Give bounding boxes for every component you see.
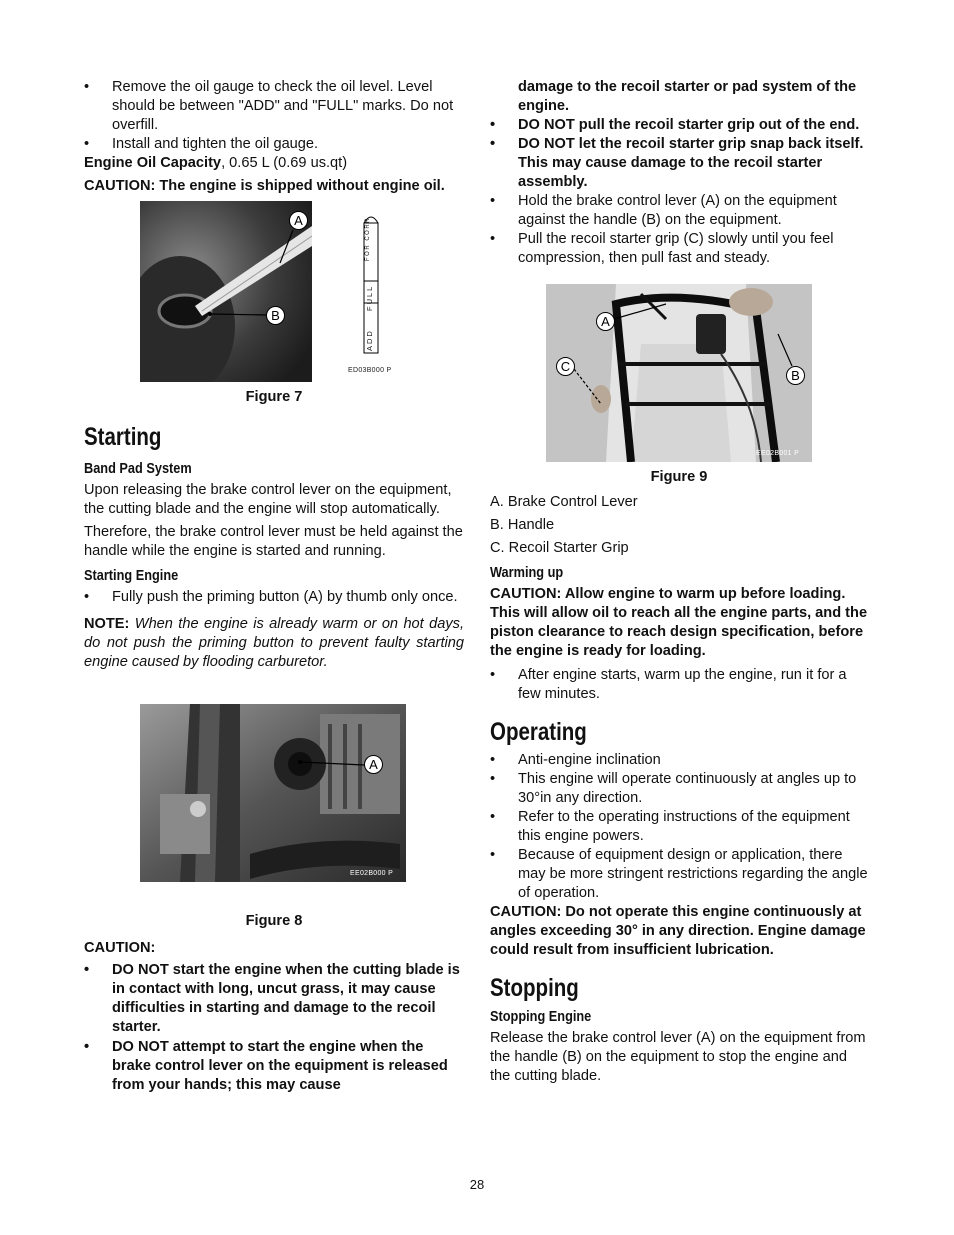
note xyxy=(84,615,464,672)
band-pad-heading: Band Pad System xyxy=(84,460,192,477)
list-item: • DO NOT start the engine when the cutting blade is in contact with long, uncut grass, it may cause difficulties in starting and damage to the recoil starter. xyxy=(84,961,464,1037)
oil-capacity xyxy=(84,154,464,173)
callout-a: A xyxy=(364,755,383,774)
list-item: • DO NOT let the recoil starter grip snap back itself. This may cause damage to the recoil starter assembly. xyxy=(490,135,868,192)
legend-item: B. Handle xyxy=(490,517,555,533)
warming-up-heading: Warming up xyxy=(490,564,564,581)
operating-caution: CAUTION: Do not operate this engine continuously at angles exceeding 30° in any direction. Engine damage could result from insufficient lubrication. xyxy=(490,904,866,958)
oil-capacity-value: , 0.65 L (0.69 us.qt) xyxy=(221,155,348,171)
band-pad-paragraph-2: Therefore, the brake control lever must be held against the handle while the engine is started and running. xyxy=(84,524,463,559)
figure-7 xyxy=(140,201,410,382)
priming-list xyxy=(84,588,464,607)
right-column xyxy=(490,78,868,1086)
list-item: • Remove the oil gauge to check the oil level. Level should be between "ADD" and "FULL" marks. Do not overfill. xyxy=(84,78,464,135)
list-item: • Refer to the operating instructions of the equipment this engine powers. xyxy=(490,808,868,846)
figure-code: EE02B000 P xyxy=(350,870,394,877)
list-item: • This engine will operate continuously at angles up to 30°in any direction. xyxy=(490,770,868,808)
legend-item: C. Recoil Starter Grip xyxy=(490,540,629,556)
figure-8-leader-line xyxy=(140,704,406,882)
oil-gauge-list xyxy=(84,78,464,154)
callout-a: A xyxy=(596,312,615,331)
figure-9-caption: Figure 9 xyxy=(650,469,708,485)
list-item: • Pull the recoil starter grip (C) slowly until you feel compression, then pull fast and steady. xyxy=(490,230,868,268)
left-column xyxy=(84,78,464,1095)
figure-8-caption: Figure 8 xyxy=(245,913,303,929)
callout-b: B xyxy=(786,366,805,385)
operating-list xyxy=(490,751,868,903)
band-pad-paragraph-1: Upon releasing the brake control lever on the equipment, the cutting blade and the engine will stop automatically. xyxy=(84,482,452,517)
caution-no-oil: CAUTION: The engine is shipped without engine oil. xyxy=(84,178,445,194)
caution-continued: damage to the recoil starter or pad system of the engine. xyxy=(518,79,857,114)
figure-7-caption: Figure 7 xyxy=(245,389,303,405)
list-item: • DO NOT attempt to start the engine when the brake control lever on the equipment is released from your hands; this may cause xyxy=(84,1038,464,1095)
list-item: • Hold the brake control lever (A) on the equipment against the handle (B) on the equipment. xyxy=(490,192,868,230)
caution-list xyxy=(84,961,464,1095)
figure-8 xyxy=(140,704,406,882)
callout-c: C xyxy=(556,357,575,376)
recoil-caution-list xyxy=(490,116,868,268)
figure-code: ED03B000 P xyxy=(348,367,392,374)
figure-9 xyxy=(546,284,812,462)
stopping-heading: Stopping xyxy=(490,974,579,1002)
figure-code: EE02B001 P xyxy=(756,450,800,457)
list-item: • Fully push the priming button (A) by thumb only once. xyxy=(84,588,464,607)
note-text: When the engine is already warm or on hot days, do not push the priming button to prevent faulty starting engine caused by flooding carburetor. xyxy=(84,616,464,670)
list-item: • Anti-engine inclination xyxy=(490,751,868,770)
stopping-engine-heading: Stopping Engine xyxy=(490,1008,592,1025)
dipstick-corr-label: FOR CORR xyxy=(365,217,371,261)
operating-heading: Operating xyxy=(490,718,587,746)
warming-list xyxy=(490,666,868,704)
list-item: • Install and tighten the oil gauge. xyxy=(84,135,464,154)
note-label: NOTE: xyxy=(84,616,130,632)
caution-label: CAUTION: xyxy=(84,940,156,956)
legend-item: A. Brake Control Lever xyxy=(490,494,638,510)
figure-9-leader-lines xyxy=(546,284,812,462)
dipstick-full-label: FULL xyxy=(365,284,374,311)
callout-b: B xyxy=(266,306,285,325)
oil-capacity-label: Engine Oil Capacity xyxy=(84,155,222,171)
list-item: • Because of equipment design or application, there may be more stringent restrictions regarding the angle of operation. xyxy=(490,846,868,903)
page-number: 28 xyxy=(469,1177,485,1192)
figure-7-leader-lines xyxy=(140,201,410,382)
starting-heading: Starting xyxy=(84,423,162,451)
warming-caution: CAUTION: Allow engine to warm up before loading. This will allow oil to reach all the engine parts, and the piston clearance to reach design specification, before the engine is ready for loading. xyxy=(490,586,868,659)
list-item: • After engine starts, warm up the engine, run it for a few minutes. xyxy=(490,666,868,704)
dipstick-add-label: ADD xyxy=(365,329,374,351)
starting-engine-heading: Starting Engine xyxy=(84,567,179,584)
stopping-paragraph: Release the brake control lever (A) on the equipment from the handle (B) on the equipment to stop the engine and the cutting blade. xyxy=(490,1030,866,1084)
list-item: • DO NOT pull the recoil starter grip out of the end. xyxy=(490,116,868,135)
callout-a: A xyxy=(289,211,308,230)
